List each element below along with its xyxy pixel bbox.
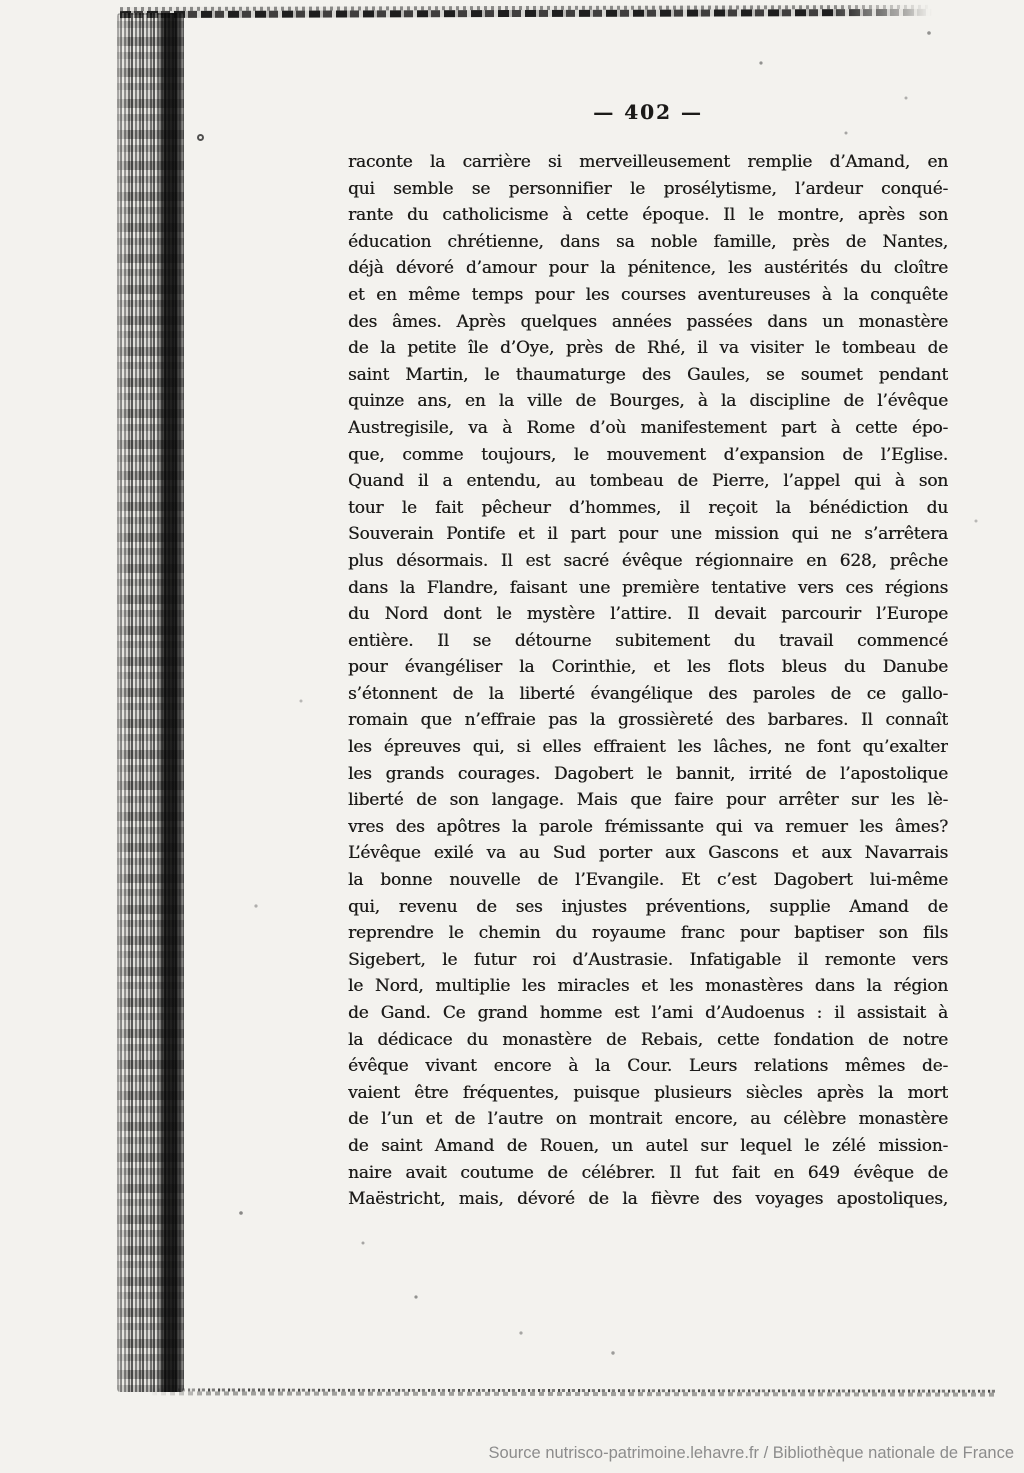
- text-line: qui, revenu de ses injustes préventions, supplie Amand de: [348, 896, 948, 917]
- text-line: que, comme toujours, le mouvement d’expansion de l’Eglise.: [348, 444, 948, 465]
- text-line: du Nord dont le mystère l’attire. Il devait parcourir l’Europe: [348, 604, 948, 625]
- text-line: s’étonnent de la liberté évangélique des paroles de ce gallo-: [348, 683, 948, 704]
- text-line: Sigebert, le futur roi d’Austrasie. Infatigable il remonte vers: [348, 949, 948, 970]
- source-attribution: Source nutrisco-patrimoine.lehavre.fr / Bibliothèque nationale de France: [488, 1444, 1014, 1462]
- text-line: les épreuves qui, si elles effraient les lâches, ne font qu’exalter: [348, 737, 948, 758]
- body-text: [348, 149, 948, 1213]
- text-line: de saint Amand de Rouen, un autel sur lequel le zélé mission-: [348, 1135, 948, 1156]
- text-line: vaient être fréquentes, puisque plusieurs siècles après la mort: [348, 1082, 948, 1103]
- text-line: saint Martin, le thaumaturge des Gaules, se soumet pendant: [348, 364, 948, 385]
- text-line: le Nord, multiplie les miracles et les monastères dans la région: [348, 976, 948, 997]
- text-line: des âmes. Après quelques années passées dans un monastère: [348, 311, 948, 332]
- text-line: déjà dévoré d’amour pour la pénitence, les austérités du cloître: [348, 258, 948, 279]
- text-line: plus désormais. Il est sacré évêque régionnaire en 628, prêche: [348, 550, 948, 571]
- text-line: de la petite île d’Oye, près de Rhé, il va visiter le tombeau de: [348, 338, 948, 359]
- text-line: reprendre le chemin du royaume franc pour baptiser son fils: [348, 923, 948, 944]
- text-line: de Gand. Ce grand homme est l’ami d’Audoenus : il assistait à: [348, 1003, 948, 1023]
- text-line: romain que n’effraie pas la grossièreté des barbares. Il connaît: [348, 710, 948, 731]
- page-number: — 402 —: [593, 100, 703, 124]
- text-line: pour évangéliser la Corinthie, et les flots bleus du Danube: [348, 657, 948, 678]
- text-line: de l’un et de l’autre on montrait encore, au célèbre monastère: [348, 1109, 948, 1130]
- text-line: rante du catholicisme à cette époque. Il le montre, après son: [348, 205, 948, 226]
- text-line: la bonne nouvelle de l’Evangile. Et c’est Dagobert lui-même: [348, 870, 948, 891]
- text-line: L’évêque exilé va au Sud porter aux Gascons et aux Navarrais: [348, 843, 948, 864]
- scan-bottom-edge-artifact: [148, 1388, 998, 1397]
- text-line: Maëstricht, mais, dévoré de la fièvre des voyages apostoliques,: [348, 1189, 948, 1210]
- text-line: Austregisile, va à Rome d’où manifestement part à cette épo-: [348, 417, 948, 438]
- text-line: la dédicace du monastère de Rebais, cette fondation de notre: [348, 1029, 948, 1050]
- text-line: vres des apôtres la parole frémissante qui va remuer les âmes?: [348, 816, 948, 837]
- text-line: éducation chrétienne, dans sa noble famille, près de Nantes,: [348, 231, 948, 252]
- book-binding-gutter: [117, 13, 184, 1392]
- ink-speck: [197, 134, 204, 141]
- text-line: qui semble se personnifier le prosélytisme, l’ardeur conqué-: [348, 178, 948, 199]
- text-line: Quand il a entendu, au tombeau de Pierre, l’appel qui à son: [348, 471, 948, 492]
- scan-top-edge-artifact: [120, 4, 932, 21]
- text-line: et en même temps pour les courses aventureuses à la conquête: [348, 284, 948, 305]
- text-line: quinze ans, en la ville de Bourges, à la discipline de l’évêque: [348, 391, 948, 412]
- text-line: les grands courages. Dagobert le bannit, irrité de l’apostolique: [348, 763, 948, 784]
- text-line: raconte la carrière si merveilleusement remplie d’Amand, en: [348, 152, 948, 172]
- text-line: évêque vivant encore à la Cour. Leurs relations mêmes de-: [348, 1056, 948, 1077]
- text-line: naire avait coutume de célébrer. Il fut fait en 649 évêque de: [348, 1162, 948, 1183]
- text-line: liberté de son langage. Mais que faire pour arrêter sur les lè-: [348, 790, 948, 811]
- text-line: entière. Il se détourne subitement du travail commencé: [348, 630, 948, 651]
- text-line: dans la Flandre, faisant une première tentative vers ces régions: [348, 577, 948, 598]
- text-line: Souverain Pontife et il part pour une mission qui ne s’arrêtera: [348, 524, 948, 545]
- paper-dust-specks: [0, 0, 2, 2]
- text-line: tour le fait pêcheur d’hommes, il reçoit la bénédiction du: [348, 497, 948, 518]
